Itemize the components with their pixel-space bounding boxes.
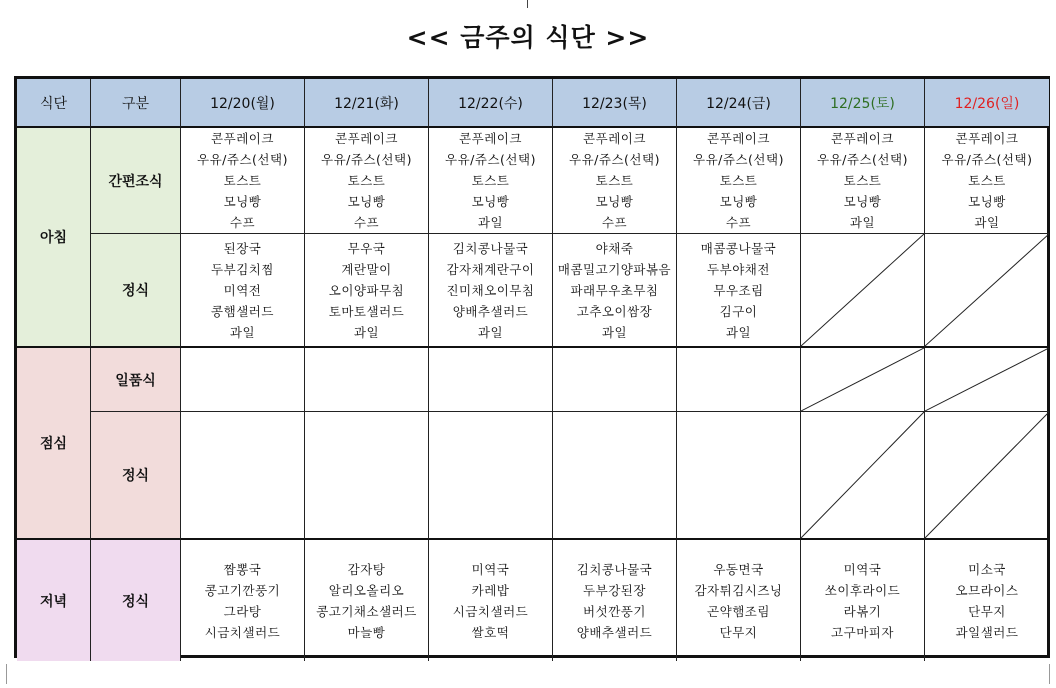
- quick-breakfast-label: 간편조식: [108, 173, 163, 190]
- lunch-single-fri-cell: [677, 348, 801, 412]
- slash-line: [801, 412, 924, 538]
- menu-item: 과일: [229, 324, 256, 340]
- breakfast-quick-tue-cell: [305, 128, 429, 234]
- lunch-single-tue-cell: [305, 348, 429, 412]
- dinner-set-label: 정식: [121, 593, 150, 610]
- menu-item: 알리오올리오: [328, 582, 405, 598]
- menu-item: 모닝빵: [223, 194, 262, 209]
- lunch-set-mon-cell: [181, 412, 305, 540]
- menu-item: 무우조림: [713, 282, 764, 298]
- dinner-set-sun-cell: [925, 540, 1049, 661]
- menu-item: 두부강된장: [583, 582, 646, 598]
- page-edge-right: [1049, 664, 1050, 684]
- menu-item: 시금치샐러드: [452, 603, 529, 619]
- breakfast-quick-sat-cell: [801, 128, 925, 234]
- not-served-slash: [925, 234, 1049, 346]
- menu-item: 미역국: [843, 561, 882, 577]
- not-served-slash: [801, 412, 924, 538]
- menu-item: 수프: [601, 215, 628, 230]
- menu-item: 과일: [353, 324, 380, 340]
- slash-line: [801, 348, 924, 411]
- header-day-sat: 12/25(토): [801, 79, 925, 128]
- lunch-set-thu-cell: [553, 412, 677, 540]
- menu-item: 수프: [725, 215, 752, 230]
- breakfast-set-tue-cell: [305, 234, 429, 348]
- menu-item: 우유/쥬스(선택): [197, 152, 288, 167]
- menu-item: 토스트: [719, 173, 758, 188]
- breakfast-set-sun-cell: [925, 234, 1049, 348]
- menu-item: 우유/쥬스(선택): [941, 152, 1033, 167]
- top-tick-mark: [527, 0, 528, 8]
- menu-item: 고추오이쌈장: [576, 303, 653, 319]
- breakfast-set-sat-cell: [801, 234, 925, 348]
- dinner-set-mon-cell: [181, 540, 305, 661]
- menu-item: 김치콩나물국: [452, 240, 529, 256]
- menu-item: 콩햄샐러드: [211, 303, 274, 319]
- not-served-slash: [801, 348, 924, 411]
- menu-item: 콩고기채소샐러드: [316, 603, 417, 619]
- dinner-set-wed-cell: [429, 540, 553, 661]
- type-label-lunch-single: [91, 348, 181, 412]
- menu-item: 단무지: [719, 624, 758, 640]
- menu-item: 라볶기: [843, 603, 882, 619]
- breakfast-set-fri-cell: [677, 234, 801, 348]
- menu-item: 야채죽: [595, 240, 634, 256]
- menu-item: 버섯깐풍기: [583, 603, 646, 619]
- menu-item: 감자탕: [347, 561, 386, 577]
- lunch-single-wed-cell: [429, 348, 553, 412]
- header-day-mon: 12/20(월): [181, 79, 305, 128]
- not-served-slash: [925, 412, 1049, 538]
- menu-item: 마늘빵: [347, 624, 386, 640]
- menu-item: 파래무우초무침: [570, 282, 659, 298]
- menu-item: 토마토샐러드: [328, 303, 405, 319]
- lunch-single-label: 일품식: [115, 372, 156, 389]
- slash-line: [925, 348, 1049, 411]
- not-served-slash: [801, 234, 924, 346]
- menu-item: 모닝빵: [347, 194, 386, 209]
- menu-item: 매콤콩나물국: [700, 240, 777, 256]
- header-type: 구분: [91, 79, 181, 128]
- type-label-quick-breakfast: [91, 128, 181, 234]
- menu-item: 콘푸레이크: [707, 131, 770, 146]
- menu-item: 매콤밀고기양파볶음: [557, 261, 672, 277]
- menu-item: 오이양파무침: [328, 282, 405, 298]
- lunch-set-label: 정식: [121, 468, 150, 484]
- breakfast-label: 아침: [39, 230, 68, 246]
- menu-item: 토스트: [968, 173, 1006, 188]
- type-label-lunch-set: [91, 412, 181, 540]
- menu-item: 과일: [725, 324, 752, 340]
- menu-item: 우유/쥬스(선택): [445, 152, 536, 167]
- dinner-set-fri-cell: [677, 540, 801, 661]
- dinner-label: 저녁: [39, 593, 68, 610]
- lunch-set-tue-cell: [305, 412, 429, 540]
- lunch-single-mon-cell: [181, 348, 305, 412]
- slash-line: [925, 412, 1049, 538]
- menu-item: 감자튀김시즈닝: [694, 582, 783, 598]
- menu-item: 카레밥: [471, 582, 510, 598]
- page-edge-left: [6, 664, 7, 684]
- lunch-single-sat-cell: [801, 348, 925, 412]
- menu-item: 우유/쥬스(선택): [569, 152, 660, 167]
- menu-item: 수프: [229, 215, 256, 230]
- menu-item: 곤약햄조림: [707, 603, 770, 619]
- lunch-single-sun-cell: [925, 348, 1049, 412]
- dinner-set-tue-cell: [305, 540, 429, 661]
- menu-item: 고구마피자: [831, 624, 894, 640]
- menu-item: 우유/쥬스(선택): [321, 152, 412, 167]
- menu-item: 토스트: [223, 173, 262, 188]
- meal-label-lunch: [17, 348, 91, 540]
- breakfast-set-mon-cell: [181, 234, 305, 348]
- menu-item: 미역전: [223, 282, 262, 298]
- breakfast-set-thu-cell: [553, 234, 677, 348]
- menu-item: 과일: [601, 324, 628, 340]
- dinner-set-sat-cell: [801, 540, 925, 661]
- breakfast-quick-sun-cell: [925, 128, 1049, 234]
- lunch-set-fri-cell: [677, 412, 801, 540]
- header-day-tue: 12/21(화): [305, 79, 429, 128]
- menu-table: [14, 76, 1050, 658]
- breakfast-quick-wed-cell: [429, 128, 553, 234]
- menu-item: 모닝빵: [843, 194, 882, 209]
- menu-item: 단무지: [968, 603, 1006, 619]
- menu-item: 과일: [974, 215, 1000, 230]
- menu-item: 콘푸레이크: [211, 131, 274, 146]
- menu-item: 우유/쥬스(선택): [817, 152, 908, 167]
- menu-item: 두부김치찜: [211, 261, 274, 277]
- menu-item: 토스트: [347, 173, 386, 188]
- menu-item: 모닝빵: [719, 194, 758, 209]
- menu-item: 콘푸레이크: [335, 131, 398, 146]
- menu-item: 그라탕: [223, 603, 262, 619]
- menu-item: 콘푸레이크: [459, 131, 522, 146]
- lunch-label: 점심: [39, 436, 68, 452]
- menu-item: 과일: [477, 215, 504, 230]
- menu-item: 미역국: [471, 561, 510, 577]
- menu-item: 우유/쥬스(선택): [693, 152, 784, 167]
- menu-item: 시금치샐러드: [204, 624, 281, 640]
- menu-item: 모닝빵: [968, 194, 1006, 209]
- menu-item: 토스트: [595, 173, 634, 188]
- breakfast-set-wed-cell: [429, 234, 553, 348]
- header-day-sun: 12/26(일): [925, 79, 1049, 128]
- menu-item: 진미채오이무침: [446, 282, 535, 298]
- menu-item: 김구이: [719, 303, 758, 319]
- breakfast-quick-mon-cell: [181, 128, 305, 234]
- breakfast-quick-thu-cell: [553, 128, 677, 234]
- slash-line: [801, 234, 924, 346]
- menu-item: 양배추샐러드: [452, 303, 529, 319]
- type-label-breakfast-set: [91, 234, 181, 348]
- menu-item: 계란말이: [341, 261, 392, 277]
- lunch-set-sat-cell: [801, 412, 925, 540]
- menu-item: 콘푸레이크: [955, 131, 1019, 146]
- header-meal: 식단: [17, 79, 91, 128]
- menu-item: 두부야채전: [707, 261, 770, 277]
- menu-item: 양배추샐러드: [576, 624, 653, 640]
- breakfast-set-label: 정식: [121, 283, 150, 299]
- menu-item: 콘푸레이크: [831, 131, 894, 146]
- page-title: << 금주의 식단 >>: [406, 23, 650, 52]
- breakfast-quick-fri-cell: [677, 128, 801, 234]
- header-day-thu: 12/23(목): [553, 79, 677, 128]
- menu-item: 쌀호떡: [471, 624, 510, 640]
- header-day-wed: 12/22(수): [429, 79, 553, 128]
- menu-item: 우동면국: [713, 561, 764, 577]
- menu-item: 모닝빵: [595, 194, 634, 209]
- menu-item: 과일: [849, 215, 876, 230]
- meal-label-breakfast: [17, 128, 91, 348]
- dinner-set-thu-cell: [553, 540, 677, 661]
- menu-item: 감자채계란구이: [446, 261, 535, 277]
- not-served-slash: [925, 348, 1049, 411]
- lunch-set-wed-cell: [429, 412, 553, 540]
- menu-item: 된장국: [223, 240, 262, 256]
- menu-item: 콘푸레이크: [583, 131, 646, 146]
- menu-item: 수프: [353, 215, 380, 230]
- menu-item: 오므라이스: [955, 582, 1019, 598]
- lunch-single-thu-cell: [553, 348, 677, 412]
- meal-label-dinner: [17, 540, 91, 661]
- menu-item: 짬뽕국: [223, 561, 262, 577]
- menu-item: 과일: [477, 324, 504, 340]
- slash-line: [925, 234, 1049, 346]
- menu-item: 콩고기깐풍기: [204, 582, 281, 598]
- menu-item: 무우국: [347, 240, 386, 256]
- menu-item: 토스트: [843, 173, 882, 188]
- header-day-fri: 12/24(금): [677, 79, 801, 128]
- menu-item: 미소국: [968, 561, 1006, 577]
- menu-item: 과일샐러드: [955, 624, 1019, 640]
- menu-item: 쏘이후라이드: [824, 582, 901, 598]
- lunch-set-sun-cell: [925, 412, 1049, 540]
- menu-item: 모닝빵: [471, 194, 510, 209]
- menu-item: 토스트: [471, 173, 510, 188]
- menu-item: 김치콩나물국: [576, 561, 653, 577]
- type-label-dinner-set: [91, 540, 181, 661]
